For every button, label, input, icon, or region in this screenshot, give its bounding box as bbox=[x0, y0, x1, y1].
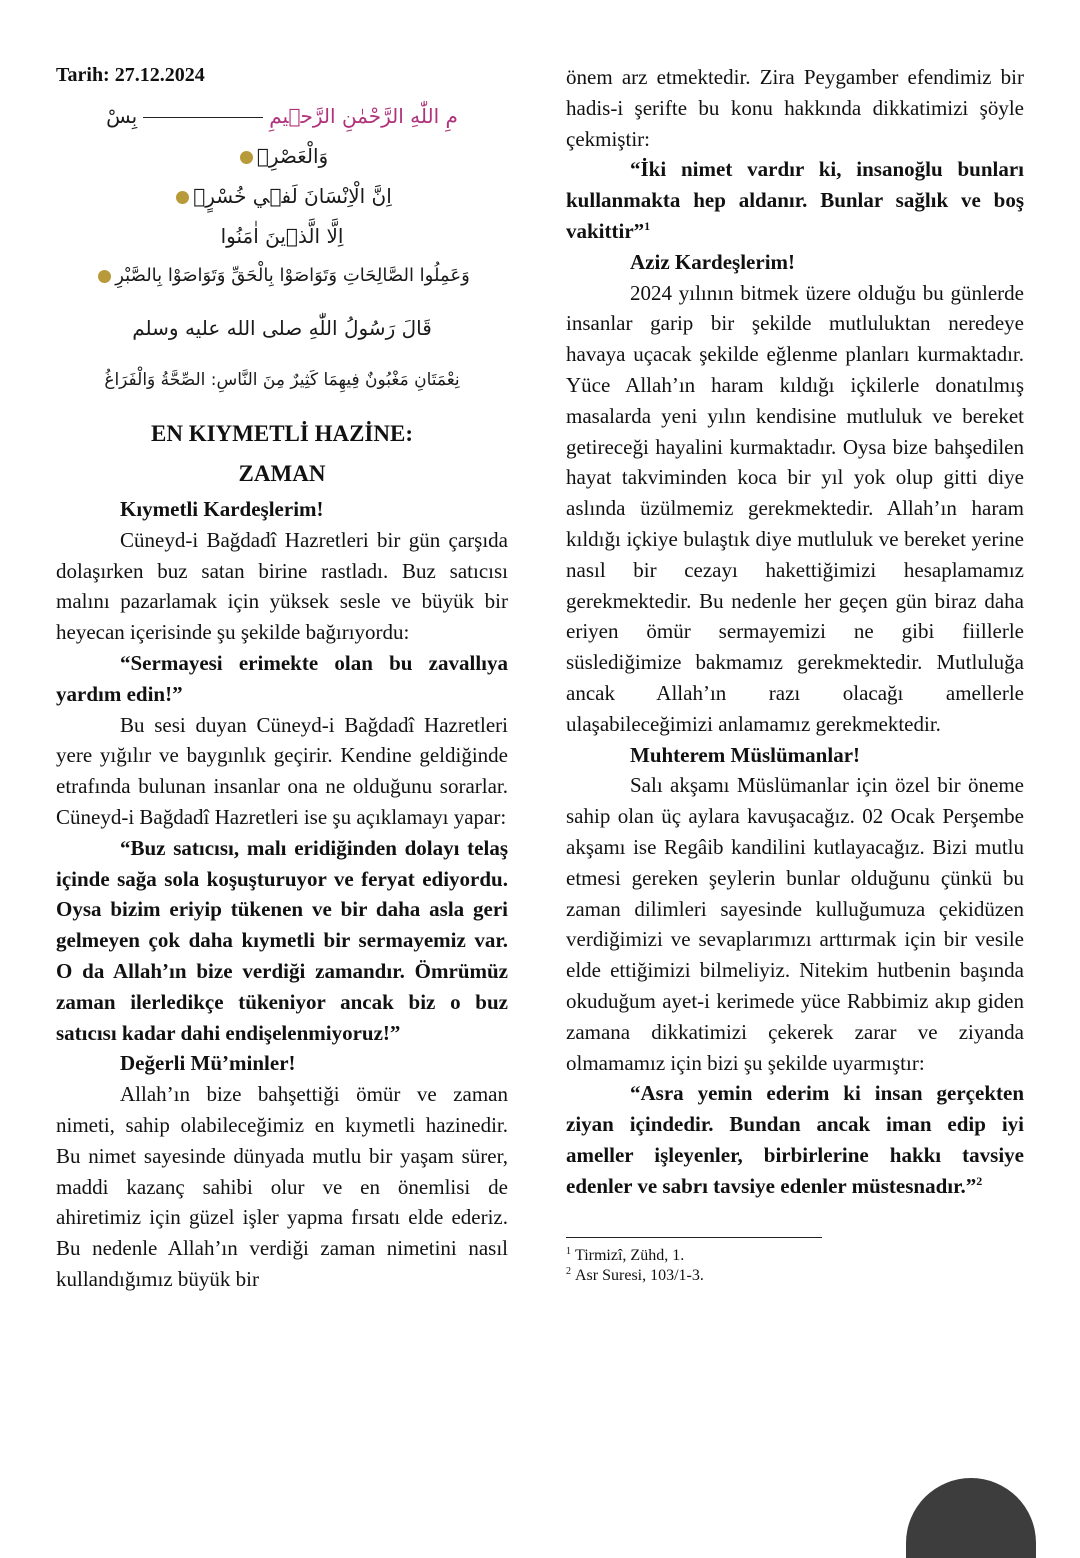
quote-asr-text: “Asra yemin ederim ki insan gerçekten ziyan içindedir. Bundan ancak iman edip iyi ameller işleyenler, birbirlerine hakkı tavsiye edenler ve sabrı tavsiye edenler müstesnadır.” bbox=[566, 1081, 1024, 1198]
verse-2-text: اِنَّ الْاِنْسَانَ لَف۪ي خُسْرٍۙ bbox=[193, 184, 392, 208]
paragraph-cuneyd: Bu sesi duyan Cüneyd-i Bağdadî Hazretleri yere yığılır ve baygınlık geçirir. Kendine geldiğinde etrafında bulunan insanlar ona ne olduğunu sorarlar. Cüneyd-i Bağdadî Hazretleri ise şu açıklamayı yapar: bbox=[56, 712, 508, 829]
sermon-title-line2: ZAMAN bbox=[238, 461, 326, 486]
quote-hadith-text: “İki nimet vardır ki, insanoğlu bunları kullanmakta hep aldanır. Bunlar sağlık ve boş vakittir” bbox=[566, 157, 1024, 243]
quote-ice-seller: “Sermayesi erimekte olan bu zavallıya yardım edin!” bbox=[56, 650, 508, 706]
hadith-arabic bbox=[56, 360, 508, 400]
basmala bbox=[56, 96, 508, 136]
heading-kiymetli: Kıymetli Kardeşlerim! bbox=[120, 497, 324, 521]
basmala-line bbox=[143, 117, 263, 118]
verse-3a-text: اِلَّا الَّذ۪ينَ اٰمَنُوا bbox=[220, 224, 344, 248]
paragraph-new-year: 2024 yılının bitmek üzere olduğu bu günlerde insanlar garip bir şekilde mutluluktan neredeye havaya uçacak şekilde eğlenme planları kurmaktadır. Yüce Allah’ın haram kıldığı içkilerle donatılmış masalarda yeni yılın kendisine mutluluk ve bereket getireceği hayalini kurmaktadır. Oysa bize bahşedilen hayat takviminden koca bir yıl yok olup gitti diye aslında üzülmemiz gerekmektedir. Allah’ın haram kıldığı içkiye bulaştık diye mutluluk ve bereket yerine nasıl bir cezayı hakettiğimizi hesaplamamız gerekmektedir. Bu nedenle her geçen gün biraz daha eriyen ömür sermayemizi ne gibi fiillerle süslediğimize bakmamız gerekmektedir. Mutluluğa ancak Allah’ın razı olacağı amellerle ulaşabileceğimizi anlamamız gerekmektedir. bbox=[566, 280, 1024, 736]
quote-cuneyd: “Buz satıcısı, malı eridiğinden dolayı telaş içinde sağa sola koşuşturuyor ve feryat ediyordu. Oysa bizim eriyip tükenen ve bir daha asla geri gelmeyen çok daha kıymetli bir sermayemiz var. O da Allah’ın bize verdiği zamandır. Ömrümüz zaman ilerledikçe tükeniyor ancak biz o buz satıcısı kadar dahi endişelenmiyoruz!” bbox=[56, 835, 508, 1045]
footnote-2 bbox=[566, 1266, 1024, 1286]
verse-number-icon bbox=[176, 191, 189, 204]
hadith-intro-text: قَالَ رَسُولُ اللّٰهِ صلى الله عليه وسلم bbox=[132, 316, 432, 340]
quote-asr bbox=[566, 1078, 1024, 1201]
footnote-ref-1[interactable]: 1 bbox=[644, 218, 651, 233]
verse-number-icon bbox=[98, 270, 111, 283]
hadith-arabic-text: نِعْمَتَانِ مَغْبُونٌ فِيهِمَا كَثِيرٌ مِنَ النَّاسِ: الصِّحَّةُ وَالْفَرَاغُ bbox=[104, 370, 460, 390]
paragraph-three-months: Salı akşamı Müslümanlar için özel bir öneme sahip olan üç aylara kavuşacağız. 02 Ocak Perşembe akşamı ise Regâib kandilini kutlayacağız. Bizi mutlu etmesi gereken şeylerin bunlar olduğunu çünkü bu zaman dilimleri sayesinde kulluğumuza çekidüzen verdiğimizi ve sevaplarımızı arttırmak için bir vesile elde ettiğimizi bilmeliyiz. Nitekim hutbenin başında okuduğum ayet-i kerimede yüce Rabbimiz akıp giden zamana dikkatimizi çekerek zarar ve ziyanda olmamamız için bizi şu şekilde uyarmıştır: bbox=[566, 773, 1024, 1075]
paragraph-continuation: önem arz etmektedir. Zira Peygamber efendimiz bir hadis-i şerifte bu konu hakkında dikkatimizi şöyle çekmiştir: bbox=[566, 65, 1024, 151]
footnote-1-text: Tirmizî, Zühd, 1. bbox=[575, 1247, 685, 1265]
basmala-end: مِ اللّٰهِ الرَّحْمٰنِ الرَّح۪يمِ bbox=[269, 104, 458, 128]
footnote-2-text: Asr Suresi, 103/1-3. bbox=[575, 1267, 704, 1285]
verse-1 bbox=[56, 136, 508, 176]
footnote-divider bbox=[566, 1237, 822, 1238]
sermon-title-line1: EN KIYMETLİ HAZİNE: bbox=[151, 421, 413, 446]
paragraph-intro: Cüneyd-i Bağdadî Hazretleri bir gün çarşıda dolaşırken buz satan birine rastladı. Buz satıcısı malını pazarlamak için yüksek sesle ve büyük bir heyecan içerisinde şu şekilde bağırıyordu: bbox=[56, 527, 508, 645]
heading-aziz: Aziz Kardeşlerim! bbox=[630, 249, 796, 274]
verse-number-icon bbox=[240, 151, 253, 164]
hadith-intro bbox=[56, 308, 508, 348]
verse-1-text: وَالْعَصْرِۙ bbox=[256, 144, 329, 168]
date-label: Tarih: 27.12.2024 bbox=[56, 64, 205, 86]
paragraph-time-blessing: Allah’ın bize bahşettiği ömür ve zaman nimeti, sahip olabileceğimiz en kıymetli hazinedir. Bu nimet sayesinde dünyada mutlu bir yaşam sürer, maddi kazanç sahibi olur ve en önemlisi de ahiretimiz için güzel işler yapma fırsatı elde ederiz. Bu nedenle Allah’ın verdiği zaman nimetini nasıl kullandığımız büyük bir bbox=[56, 1082, 508, 1291]
left-column bbox=[56, 60, 508, 1295]
footnote-2-number: 2 bbox=[566, 1266, 571, 1278]
right-column bbox=[566, 62, 1024, 1286]
basmala-start: بِسْ bbox=[106, 104, 138, 128]
verse-2 bbox=[56, 176, 508, 216]
heading-muhterem: Muhterem Müslümanlar! bbox=[630, 742, 861, 767]
footnote-1-number: 1 bbox=[566, 1246, 571, 1258]
scroll-handle[interactable] bbox=[906, 1478, 1036, 1558]
verse-3b-text: وَعَمِلُوا الصَّالِحَاتِ وَتَوَاصَوْا بِالْحَقِّ وَتَوَاصَوْا بِالصَّبْرِ bbox=[115, 265, 470, 286]
footnote-1 bbox=[566, 1246, 1024, 1266]
verse-3b bbox=[56, 256, 508, 296]
footnote-ref-2[interactable]: 2 bbox=[976, 1173, 983, 1188]
quote-hadith bbox=[566, 154, 1024, 246]
heading-degerli: Değerli Mü’minler! bbox=[120, 1051, 296, 1076]
verse-3a bbox=[56, 216, 508, 256]
